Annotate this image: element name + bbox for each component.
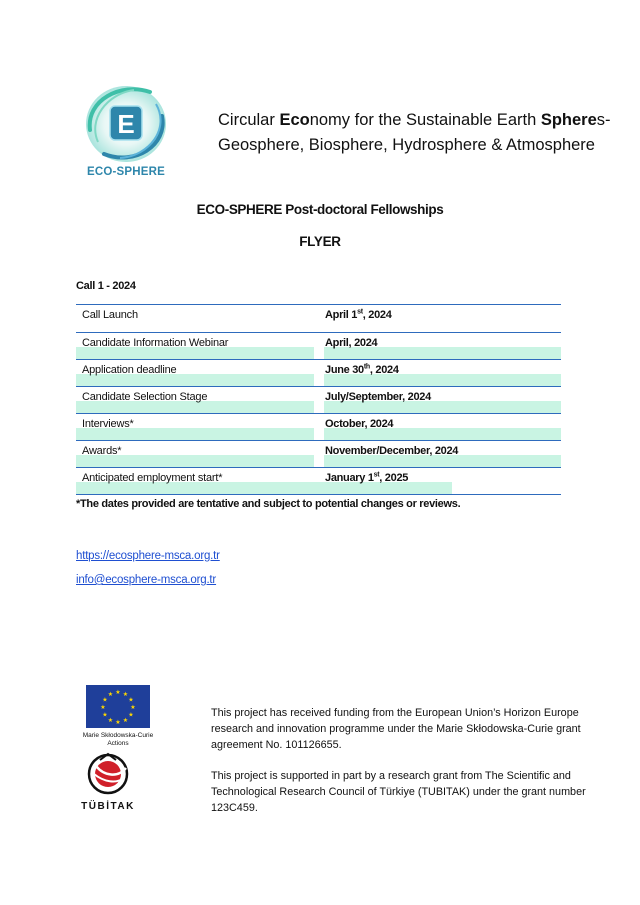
svg-text:★: ★ bbox=[107, 691, 114, 698]
email-link[interactable]: info@ecosphere-msca.org.tr bbox=[76, 574, 217, 586]
svg-text:★: ★ bbox=[122, 691, 129, 698]
eu-flag-icon bbox=[86, 685, 150, 728]
row-label: Awards* bbox=[82, 445, 122, 457]
table-row bbox=[76, 359, 561, 386]
table-row bbox=[76, 413, 561, 440]
row-date: June 30th, 2024 bbox=[325, 363, 399, 376]
row-date: November/December, 2024 bbox=[325, 445, 459, 457]
row-label: Application deadline bbox=[82, 364, 177, 376]
row-label: Candidate Selection Stage bbox=[82, 391, 208, 403]
document-subtitle: FLYER bbox=[299, 234, 341, 249]
tubitak-label: TÜBİTAK bbox=[81, 801, 135, 812]
website-link[interactable]: https://ecosphere-msca.org.tr bbox=[76, 550, 220, 562]
dates-footnote: *The dates provided are tentative and subject to potential changes or reviews. bbox=[76, 498, 461, 510]
row-label: Interviews* bbox=[82, 418, 134, 430]
row-date: October, 2024 bbox=[325, 418, 394, 430]
funding-statement-eu: This project has received funding from the European Union’s Horizon Europe research and innovation programme under the Marie Skłodowska-Curie grant agreement No. 101126655. bbox=[211, 707, 581, 751]
header-title bbox=[218, 108, 618, 158]
funding-statement-tubitak: This project is supported in part by a research grant from The Scientific and Technological Research Council of Türkiye (TUBITAK) under the grant number 123C459. bbox=[211, 770, 586, 814]
svg-text:★: ★ bbox=[122, 717, 129, 724]
row-label: Anticipated employment start* bbox=[82, 472, 223, 484]
title-text: nomy for the Sustainable Earth bbox=[309, 111, 541, 129]
row-label: Call Launch bbox=[82, 309, 138, 321]
row-label: Candidate Information Webinar bbox=[82, 337, 229, 349]
schedule-table bbox=[76, 304, 561, 495]
svg-text:★: ★ bbox=[130, 704, 136, 711]
table-row bbox=[76, 332, 561, 359]
call-label: Call 1 - 2024 bbox=[76, 280, 136, 292]
tubitak-logo-icon bbox=[82, 752, 134, 792]
table-row bbox=[76, 305, 561, 332]
title-text: s- bbox=[596, 111, 611, 129]
eco-sphere-logo bbox=[76, 80, 176, 184]
svg-text:★: ★ bbox=[100, 704, 106, 711]
title-line-2: Geosphere, Biosphere, Hydrosphere & Atmosphere bbox=[218, 136, 595, 154]
svg-text:★: ★ bbox=[128, 696, 134, 704]
svg-text:★: ★ bbox=[102, 696, 108, 704]
title-text: Circular bbox=[218, 111, 280, 129]
msca-label: Marie Skłodowska-Curie Actions bbox=[82, 732, 154, 747]
table-row bbox=[76, 386, 561, 413]
svg-text:★: ★ bbox=[128, 711, 134, 719]
logo-letter: E bbox=[117, 109, 135, 139]
svg-text:★: ★ bbox=[115, 719, 121, 726]
table-row bbox=[76, 440, 561, 467]
document-title: ECO-SPHERE Post-doctoral Fellowships bbox=[196, 202, 444, 217]
row-date: April 1st, 2024 bbox=[325, 308, 392, 321]
row-date: January 1st, 2025 bbox=[325, 471, 409, 484]
svg-text:★: ★ bbox=[102, 711, 108, 719]
row-date: April, 2024 bbox=[325, 337, 378, 349]
row-date: July/September, 2024 bbox=[325, 391, 431, 403]
svg-text:★: ★ bbox=[107, 717, 114, 724]
title-bold-eco: Eco bbox=[279, 111, 310, 129]
sphere-logo-icon bbox=[76, 80, 176, 164]
logo-text: ECO-SPHERE bbox=[86, 166, 166, 178]
title-bold-sphere: Sphere bbox=[540, 111, 597, 129]
table-row bbox=[76, 467, 561, 494]
svg-text:★: ★ bbox=[115, 689, 121, 696]
